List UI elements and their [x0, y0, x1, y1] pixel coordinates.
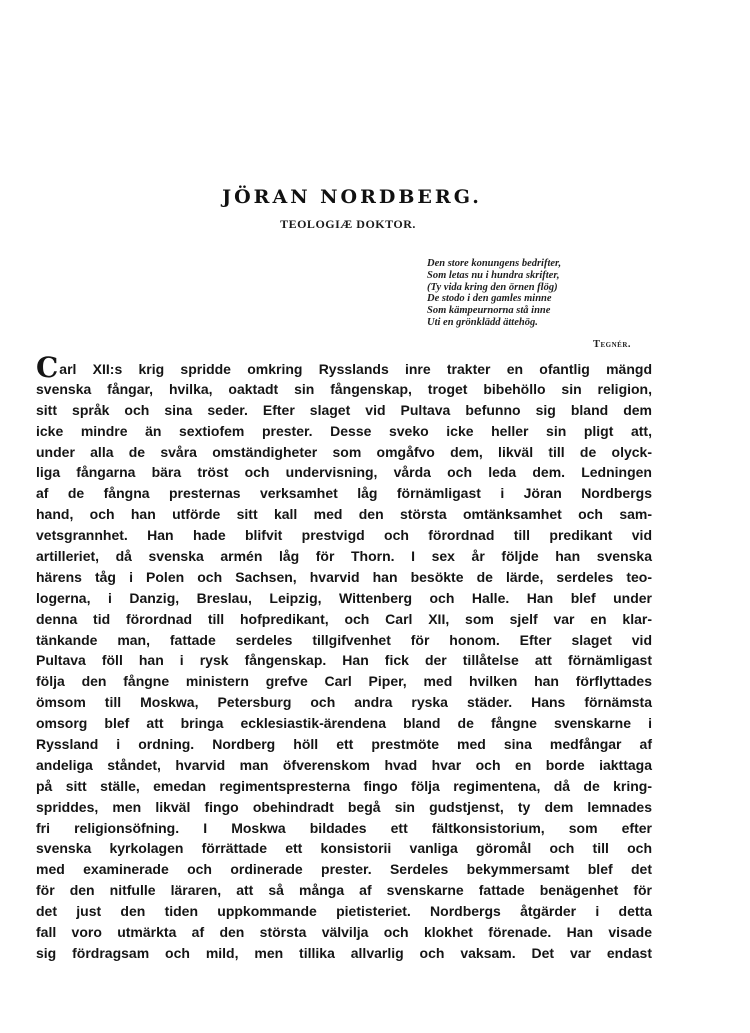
text-line — [36, 351, 652, 384]
epigraph — [427, 258, 657, 329]
text-line: det just den tiden uppkommande pietisteriet. Nordbergs åtgärder i detta — [36, 903, 652, 920]
text-line: omsorg blef att bringa ecklesiastik-ärendena bland de fångne svenskarne i — [36, 715, 652, 732]
body-paragraph — [36, 351, 652, 964]
text-line: fri religionsöfning. I Moskwa bildades ett fältkonsistorium, som efter — [36, 819, 652, 836]
text-line: fall voro utmärkta af den största välvilja och klokhet förenade. Han visade — [36, 924, 652, 941]
text-line: liga fångarna bära tröst och undervisning, vårda och leda dem. Ledningen — [36, 464, 652, 481]
epigraph-line: (Ty vida kring den örnen flög) — [427, 281, 558, 293]
text-line: spriddes, men likväl fingo obehindradt begå sin gudstjenst, ty dem lemnades — [36, 798, 652, 815]
text-line: tänkande man, fattade serdeles tillgifvenhet för honom. Efter slaget vid — [36, 631, 652, 648]
text-line: härens tåg i Polen och Sachsen, hvarvid han besökte de lärde, serdeles teo- — [36, 568, 652, 585]
text-line: Pultava föll han i rysk fångenskap. Han fick der tillåtelse att förnämligast — [36, 652, 652, 669]
text-line: sig fördragsam och mild, men tillika allvarlig och vaksam. Det var endast — [36, 944, 652, 961]
text-line: denna tid förordnad till hofpredikant, och Carl XII, som sjelf var en klar- — [36, 610, 652, 627]
text-line: svenska kyrkolagen förrättade ett konsistorii vanliga göromål och till och — [36, 840, 652, 857]
chapter-subtitle: TEOLOGIÆ DOKTOR. — [280, 217, 416, 231]
text-line: af de fångna presternas verksamhet låg förnämligast i Jöran Nordbergs — [36, 485, 652, 502]
text-line: hand, och han utförde sitt kall med den största omtänksamhet och sam- — [36, 506, 652, 523]
epigraph-line: Som letas nu i hundra skrifter, — [427, 269, 560, 281]
epigraph-line: Uti en grönklädd ättehög. — [427, 316, 538, 328]
text-line: på sitt ställe, emedan regimentspresterna fingo följa regimentena, då de kring- — [36, 777, 652, 794]
text-line: vetsgrannhet. Han hade blifvit prestvigd och förordnad till predikant vid — [36, 527, 652, 544]
text-line: logerna, i Danzig, Breslau, Leipzig, Wittenberg och Halle. Han blef under — [36, 589, 652, 606]
text-line: icke mindre än sextiofem prester. Desse sveko icke heller sin pligt att, — [36, 422, 652, 439]
epigraph-line: De stodo i den gamles minne — [427, 293, 552, 305]
epigraph-author: Tegnér. — [593, 339, 632, 350]
epigraph-line: Den store konungens bedrifter, — [427, 258, 562, 269]
epigraph-line: Som kämpeurnorna stå inne — [427, 305, 551, 317]
drop-cap-initial: C — [36, 351, 59, 384]
text-line: för den nitfulle läraren, att så många af svenskarne fattade benägenhet för — [36, 882, 652, 899]
text-line: artilleriet, då svenska armén låg för Thorn. I sex år följde han svenska — [36, 548, 652, 565]
text-line: andeliga ståndet, hvarvid man öfverenskom hvad hvar och en borde iakttaga — [36, 756, 652, 773]
text-line: ömsom till Moskwa, Petersburg och andra ryska städer. Hans förnämsta — [36, 694, 652, 711]
text-line: följa den fångne ministern grefve Carl Piper, med hvilken han förflyttades — [36, 673, 652, 690]
text-line: Ryssland i ordning. Nordberg höll ett prestmöte med sina medfångar af — [36, 736, 652, 753]
text-line-content: arl XII:s krig spridde omkring Rysslands inre trakter en ofantlig mängd — [59, 361, 652, 377]
text-line: med examinerade och ordinerade prester. Serdeles bekymmersamt blef det — [36, 861, 652, 878]
chapter-title: JÖRAN NORDBERG. — [222, 186, 482, 208]
text-line: sitt språk och sina seder. Efter slaget vid Pultava befunno sig bland dem — [36, 401, 652, 418]
text-line: svenska fångar, hvilka, oaktadt sin fångenskap, troget bibehöllo sin religion, — [36, 380, 652, 397]
text-line: under alla de svåra omständigheter som omgåfvo dem, likväl till de olyck- — [36, 443, 652, 460]
